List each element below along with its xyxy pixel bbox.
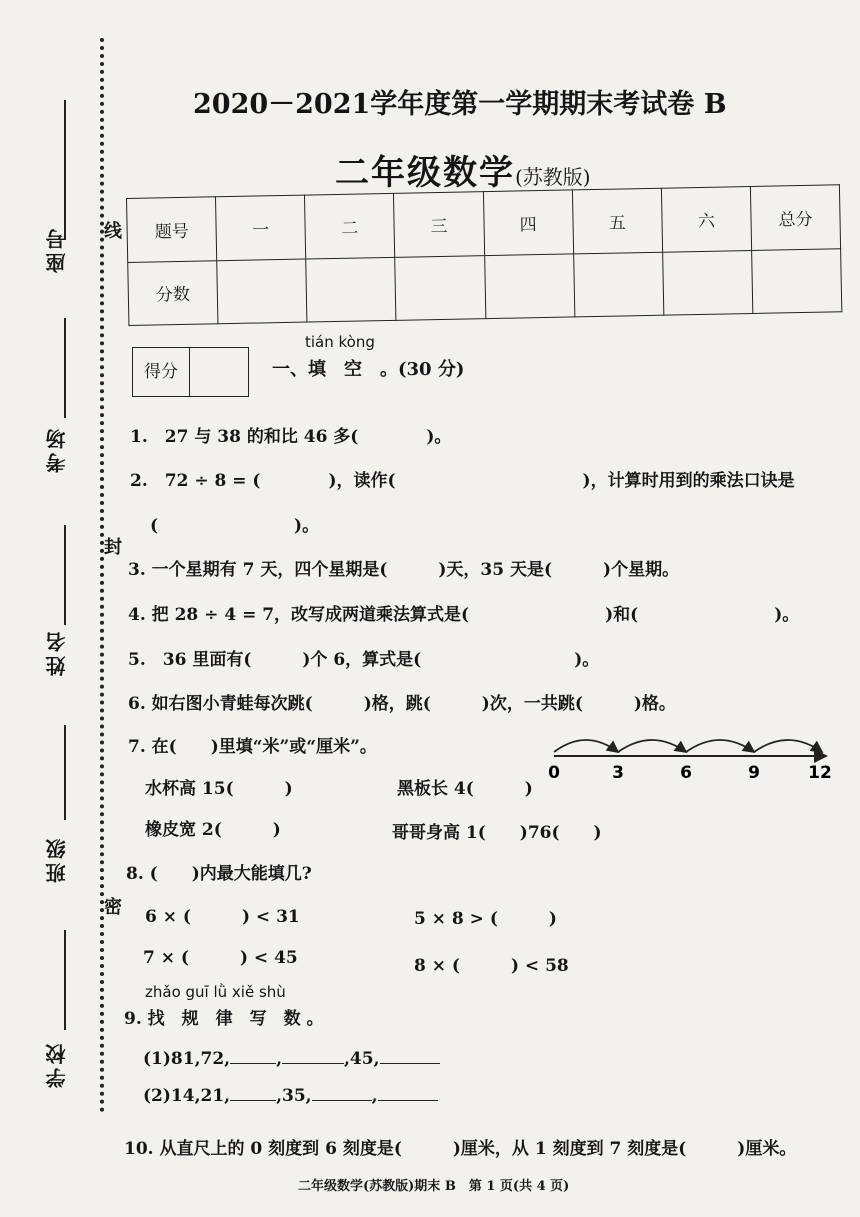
score-header-cell: 六: [661, 187, 751, 252]
question-9-pinyin: zhǎo guī lǜ xiě shù: [145, 983, 286, 1001]
question-9-part-1: [143, 1049, 440, 1069]
score-cell[interactable]: [306, 257, 396, 322]
name-line: [64, 525, 66, 625]
answer-blank[interactable]: [230, 1063, 276, 1064]
seat-line: [64, 100, 66, 240]
exam-room-line: [64, 318, 66, 418]
school-line: [64, 930, 66, 1030]
score-table: [126, 184, 842, 326]
score-table-score-row: [128, 248, 842, 325]
tick-label: 3: [612, 763, 624, 783]
exam-subtitle: [335, 145, 591, 194]
class-line: [64, 725, 66, 820]
class-label: 班级: [45, 835, 69, 883]
score-header-cell: 三: [394, 192, 484, 257]
answer-blank[interactable]: [230, 1100, 276, 1101]
subject-title: 二年级数学: [335, 153, 515, 193]
exam-room-label: 考场: [45, 425, 69, 473]
jump-arc: [686, 740, 754, 752]
sequence-text: ,: [371, 1086, 378, 1106]
section-score-label: 得分: [133, 348, 190, 396]
seat-label: 座号: [45, 225, 69, 273]
question-9-part-2: [143, 1086, 438, 1106]
question-5: 5. 36 里面有( )个 6，算式是( )。: [128, 650, 600, 670]
seal-char-feng: 封: [104, 537, 122, 558]
score-cell[interactable]: [395, 255, 485, 320]
section-title: 一、填 空 。(30 分): [272, 359, 465, 380]
tick-label: 6: [680, 763, 692, 783]
score-cell[interactable]: [484, 253, 574, 318]
score-cell[interactable]: [662, 250, 752, 315]
score-header-cell: 二: [305, 193, 395, 258]
tick-label: 0: [548, 763, 560, 783]
score-header-cell: 题号: [127, 197, 217, 262]
question-6: 6. 如右图小青蛙每次跳( )格，跳( )次，一共跳( )格。: [128, 694, 676, 714]
page-footer: 二年级数学(苏教版)期末 B 第 1 页(共 4 页): [298, 1179, 570, 1194]
question-3: 3. 一个星期有 7 天，四个星期是( )天，35 天是( )个星期。: [128, 560, 680, 580]
score-cell[interactable]: [217, 259, 307, 324]
score-header-cell: 四: [483, 190, 573, 255]
question-4: 4. 把 28 ÷ 4 = 7，改写成两道乘法算式是( )和( )。: [128, 605, 800, 625]
edition-label: (苏教版): [515, 165, 591, 189]
sequence-text: (1)81,72,: [143, 1049, 231, 1069]
question-10: 10. 从直尺上的 0 刻度到 6 刻度是( )厘米，从 1 刻度到 7 刻度是( )厘米。: [124, 1139, 797, 1159]
sequence-text: ,35,: [276, 1086, 312, 1106]
question-8-item: 8 × ( ) < 58: [414, 956, 569, 976]
tick-label: 9: [748, 763, 760, 783]
answer-blank[interactable]: [282, 1063, 344, 1064]
answer-blank[interactable]: [380, 1063, 440, 1064]
section-pinyin: tián kòng: [305, 333, 375, 351]
answer-blank[interactable]: [378, 1100, 438, 1101]
seal-dotted-line: [100, 38, 104, 1113]
score-header-cell: 一: [216, 195, 306, 260]
sequence-text: ,45,: [344, 1049, 380, 1069]
answer-blank[interactable]: [312, 1100, 372, 1101]
question-7-item: 水杯高 15( ): [145, 779, 293, 799]
question-7-item: 橡皮宽 2( ): [145, 820, 281, 840]
question-1: 1. 27 与 38 的和比 46 多( )。: [130, 427, 452, 447]
score-cell[interactable]: [751, 248, 841, 313]
question-8-item: 5 × 8 > ( ): [414, 909, 557, 929]
score-header-cell: 五: [572, 188, 662, 253]
seal-char-xian: 线: [104, 221, 122, 242]
question-9: 9. 找 规 律 写 数 。: [124, 1009, 324, 1029]
jump-arc: [754, 740, 822, 752]
frog-number-line: [540, 722, 840, 792]
jump-arc: [554, 740, 618, 752]
question-8-item: 7 × ( ) < 45: [143, 948, 298, 968]
question-2-continued: ( )。: [150, 516, 320, 536]
jump-arc: [618, 740, 686, 752]
sequence-text: ,: [276, 1049, 282, 1069]
question-8-item: 6 × ( ) < 31: [145, 907, 300, 927]
name-label: 姓名: [45, 628, 69, 676]
exam-title: 2020－2021学年度第一学期期末考试卷 B: [193, 89, 727, 120]
score-row-label: 分数: [128, 260, 218, 325]
school-label: 学校: [45, 1040, 69, 1088]
seal-char-mi: 密: [104, 897, 122, 918]
sequence-text: (2)14,21,: [143, 1086, 231, 1106]
score-cell[interactable]: [573, 252, 663, 317]
question-7-item: 哥哥身高 1( )76( ): [392, 823, 602, 843]
section-score-box: [132, 347, 249, 397]
question-7-item: 黑板长 4( ): [397, 779, 533, 799]
question-2: 2. 72 ÷ 8 = ( )，读作( )，计算时用到的乘法口诀是: [130, 471, 795, 491]
score-header-cell: 总分: [750, 185, 840, 250]
tick-label: 12: [808, 763, 832, 783]
question-7: 7. 在( )里填“米”或“厘米”。: [128, 737, 377, 757]
question-8: 8. ( )内最大能填几?: [126, 864, 312, 884]
